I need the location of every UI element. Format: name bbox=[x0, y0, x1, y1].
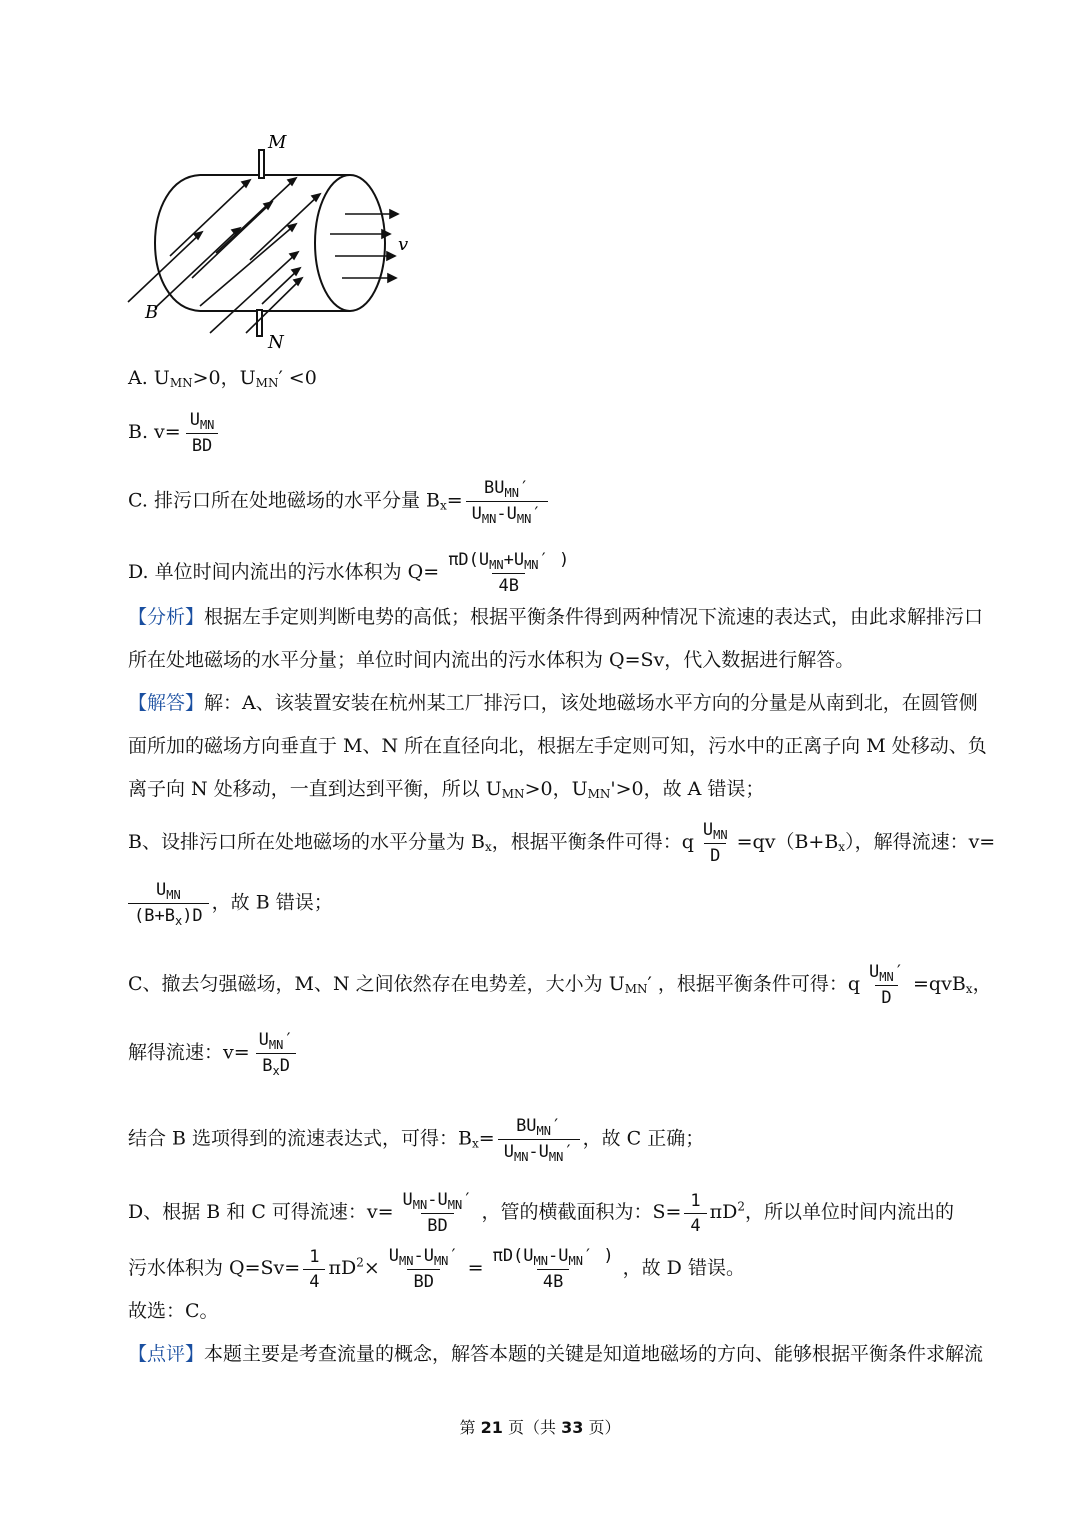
solution-choice: 故选：C。 bbox=[128, 1300, 219, 1322]
comment-tag: 【点评】 bbox=[128, 1343, 205, 1365]
solution-c-line-3: 结合 B 选项得到的流速表达式，可得：$B_x=$ $\frac{BU_{MN}'}{U_{MN}-U_{MN}'}$ ，故 C 正确； bbox=[128, 1116, 705, 1164]
fraction: $\frac{1}{4}$ bbox=[303, 1247, 325, 1292]
fraction: $\frac{\pi D(U_{MN}+U_{MN}' )}{4B}$ bbox=[448, 550, 570, 596]
field-arrow bbox=[246, 278, 302, 333]
solution-d-line-1: D、根据 B 和 C 可得流速：v= $\frac{U_{MN}-U_{MN}'}{BD}$ ，管的横截面积为：S= $\frac{1}{4}$ $\pi D^2$，所以单位时间内流出的 bbox=[128, 1190, 955, 1236]
option-d: D. 单位时间内流出的污水体积为 Q= $\frac{\pi D(U_{MN}+U_{MN}' )}{4B}$ bbox=[128, 550, 578, 596]
analysis-line-1: 【分析】根据左手定则判断电势的高低；根据平衡条件得到两种情况下流速的表达式，由此求解排污口 bbox=[128, 606, 984, 628]
comment-line: 【点评】本题主要是考查流量的概念，解答本题的关键是知道地磁场的方向、能够根据平衡条件求解流 bbox=[128, 1343, 984, 1365]
solution-c-line-2: 解得流速：v= $\frac{U_{MN}'}{B_xD}$ bbox=[128, 1030, 303, 1077]
option-c: C. 排污口所在处地磁场的水平分量 $B_x=$ $\frac{BU_{MN}'}{U_{MN}-U_{MN}'}$ bbox=[128, 478, 551, 525]
field-arrow bbox=[155, 228, 240, 308]
solution-tag: 【解答】 bbox=[128, 692, 205, 714]
pipe-left-arc bbox=[155, 175, 200, 311]
page-footer: 第 21 页（共 33 页） bbox=[459, 1418, 621, 1437]
flow-arrow bbox=[342, 274, 396, 282]
field-arrow bbox=[128, 232, 202, 302]
fraction: $\frac{U_{MN}}{(B+B_x)D}$ bbox=[128, 880, 209, 927]
analysis-line-2: 所在处地磁场的水平分量；单位时间内流出的污水体积为 Q=Sv，代入数据进行解答。 bbox=[128, 649, 855, 671]
analysis-tag: 【分析】 bbox=[128, 606, 205, 628]
solution-b-line-2: $\frac{U_{MN}}{(B+B_x)D}$ ，故 B 错误； bbox=[128, 880, 333, 927]
field-arrow bbox=[192, 202, 272, 278]
field-arrow bbox=[210, 252, 298, 333]
solution-line-3: 离子向 N 处移动，一直到达到平衡，所以 $U_{MN}>0$，$U_{MN}'>0$，故 A 错误； bbox=[128, 778, 765, 801]
fraction: $\frac{1}{4}$ bbox=[684, 1191, 706, 1236]
solution-d-line-2: 污水体积为 Q=Sv= $\frac{1}{4}$ $\pi D^2\times$ $\frac{U_{MN}-U_{MN}'}{BD}$ = $\frac{\pi D(U_{MN}-U_{MN}' )}{4B}$ ，故 D 错误。 bbox=[128, 1246, 745, 1292]
fraction: $\frac{U_{MN}-U_{MN}'}{BD}$ bbox=[388, 1246, 459, 1292]
fraction: $\frac{U_{MN}}{D}$ bbox=[702, 820, 728, 866]
fraction: $\frac{U_{MN}}{BD}$ bbox=[184, 410, 221, 456]
solution-c-line-1: C、撤去匀强磁场，M、N 之间依然存在电势差，大小为 $U_{MN}'$ ，根据平衡条件可得：q $\frac{U_{MN}'}{D}$ =qvB$_x$， bbox=[128, 962, 992, 1008]
label-v: v bbox=[398, 234, 409, 255]
pipe-right-ellipse bbox=[315, 175, 385, 311]
flow-arrow bbox=[330, 230, 390, 238]
option-a: A. $U_{MN}>0$，$U_{MN}' <0$ bbox=[128, 367, 317, 390]
fraction: $\frac{BU_{MN}'}{U_{MN}-U_{MN}'}$ bbox=[466, 478, 548, 525]
flow-arrow bbox=[345, 210, 398, 218]
electrode-M bbox=[259, 150, 264, 178]
fraction: $\frac{U_{MN}'}{D}$ bbox=[869, 962, 904, 1008]
field-arrow bbox=[216, 178, 296, 253]
field-arrow bbox=[170, 180, 250, 256]
fraction: $\frac{\pi D(U_{MN}-U_{MN}' )}{4B}$ bbox=[492, 1246, 614, 1292]
fraction: $\frac{U_{MN}-U_{MN}'}{BD}$ bbox=[402, 1190, 473, 1236]
flow-arrow bbox=[335, 252, 395, 260]
solution-line-2: 面所加的磁场方向垂直于 M、N 所在直径向北，根据左手定则可知，污水中的正离子向 M 处移动、负 bbox=[128, 735, 987, 757]
option-b: B. v= $\frac{U_{MN}}{BD}$ bbox=[128, 410, 223, 456]
label-N: N bbox=[268, 332, 284, 353]
fraction: $\frac{U_{MN}'}{B_xD}$ bbox=[253, 1030, 300, 1077]
label-B: B bbox=[145, 302, 159, 323]
field-arrow bbox=[200, 224, 296, 306]
electrode-N bbox=[257, 310, 262, 336]
fraction: $\frac{BU_{MN}'}{U_{MN}-U_{MN}'}$ bbox=[498, 1116, 580, 1163]
field-arrow bbox=[250, 194, 320, 260]
pipe-figure bbox=[120, 128, 420, 353]
solution-line-1: 【解答】解：A、该装置安装在杭州某工厂排污口，该处地磁场水平方向的分量是从南到北，在圆管侧 bbox=[128, 692, 978, 714]
label-M: M bbox=[268, 132, 287, 153]
solution-b-line-1: B、设排污口所在处地磁场的水平分量为 $B_x$，根据平衡条件可得：q $\frac{U_{MN}}{D}$ $=qv(B+B_x)$，解得流速：v= bbox=[128, 820, 996, 866]
